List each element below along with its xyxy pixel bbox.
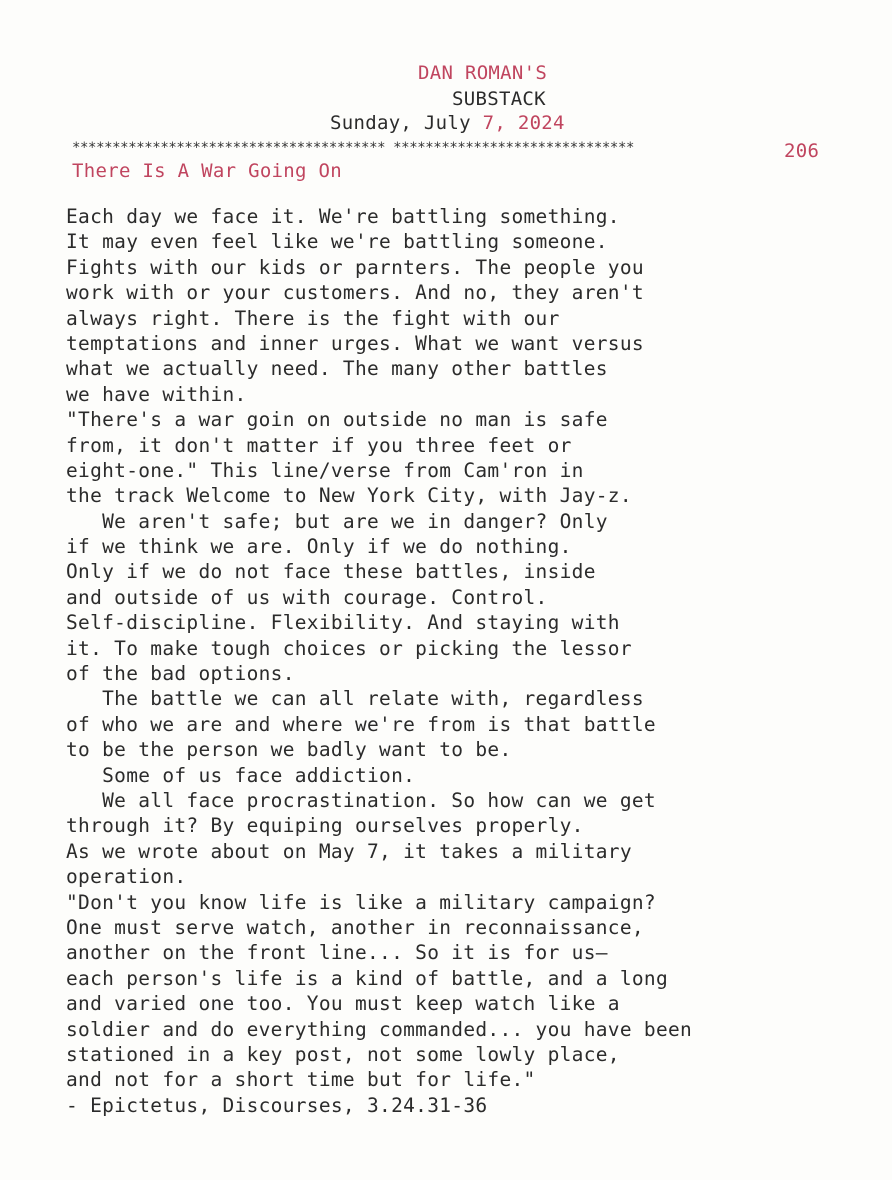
body-line: Self-discipline. Flexibility. And staying with	[66, 611, 620, 635]
article-body	[66, 204, 866, 1118]
body-line: and not for a short time but for life."	[66, 1068, 536, 1092]
body-line: if we think we are. Only if we do nothing.	[66, 535, 572, 559]
body-line: Each day we face it. We're battling something.	[66, 205, 620, 228]
body-line: We aren't safe; but are we in danger? Only	[66, 509, 608, 533]
body-line: the track Welcome to New York City, with Jay-z.	[66, 484, 632, 508]
date-suffix: 7, 2024	[482, 112, 565, 134]
body-line: Some of us face addiction.	[66, 763, 416, 787]
issue-number: 206	[784, 140, 820, 162]
body-line: We all face procrastination. So how can we get	[66, 788, 656, 812]
article-title: There Is A War Going On	[72, 160, 342, 182]
publication-subtitle: SUBSTACK	[452, 88, 546, 110]
publication-name: DAN ROMAN'S	[418, 62, 548, 84]
body-line: stationed in a key post, not some lowly place,	[66, 1042, 620, 1066]
body-line: of the bad options.	[66, 662, 295, 686]
body-line: eight-one." This line/verse from Cam'ron in	[66, 458, 584, 482]
body-line: it. To make tough choices or picking the lessor	[66, 636, 632, 660]
body-line: Only if we do not face these battles, inside	[66, 560, 596, 584]
body-line: we have within.	[66, 382, 247, 406]
body-line: "Don't you know life is like a military campaign?	[66, 890, 656, 914]
body-line: always right. There is the fight with our	[66, 306, 560, 330]
body-line: As we wrote about on May 7, it takes a military	[66, 839, 632, 863]
body-line: of who we are and where we're from is that battle	[66, 712, 656, 736]
body-line: Fights with our kids or parnters. The people you	[66, 255, 644, 279]
body-line: and varied one too. You must keep watch like a	[66, 992, 620, 1016]
body-line: work with or your customers. And no, they aren't	[66, 281, 644, 305]
body-line: - Epictetus, Discourses, 3.24.31-36	[66, 1093, 488, 1117]
body-line: what we actually need. The many other battles	[66, 357, 608, 381]
date-prefix: Sunday, July	[330, 112, 483, 134]
body-line: another on the front line... So it is for us—	[66, 941, 608, 965]
body-line: through it? By equiping ourselves properly.	[66, 814, 584, 838]
body-line: It may even feel like we're battling someone.	[66, 230, 608, 254]
body-line: and outside of us with courage. Control.	[66, 585, 548, 609]
body-line: operation.	[66, 865, 187, 889]
publication-date	[330, 112, 565, 134]
body-line: temptations and inner urges. What we want versus	[66, 331, 644, 355]
body-line: each person's life is a kind of battle, and a long	[66, 966, 668, 990]
body-line: One must serve watch, another in reconnaissance,	[66, 915, 644, 939]
body-line: "There's a war goin on outside no man is safe	[66, 408, 608, 432]
body-line: The battle we can all relate with, regardless	[66, 687, 644, 711]
body-line: from, it don't matter if you three feet or	[66, 433, 572, 457]
body-line: soldier and do everything commanded... you have been	[66, 1017, 693, 1041]
asterisk-divider: *************************************** ******************************	[72, 140, 635, 156]
body-line: to be the person we badly want to be.	[66, 738, 512, 762]
